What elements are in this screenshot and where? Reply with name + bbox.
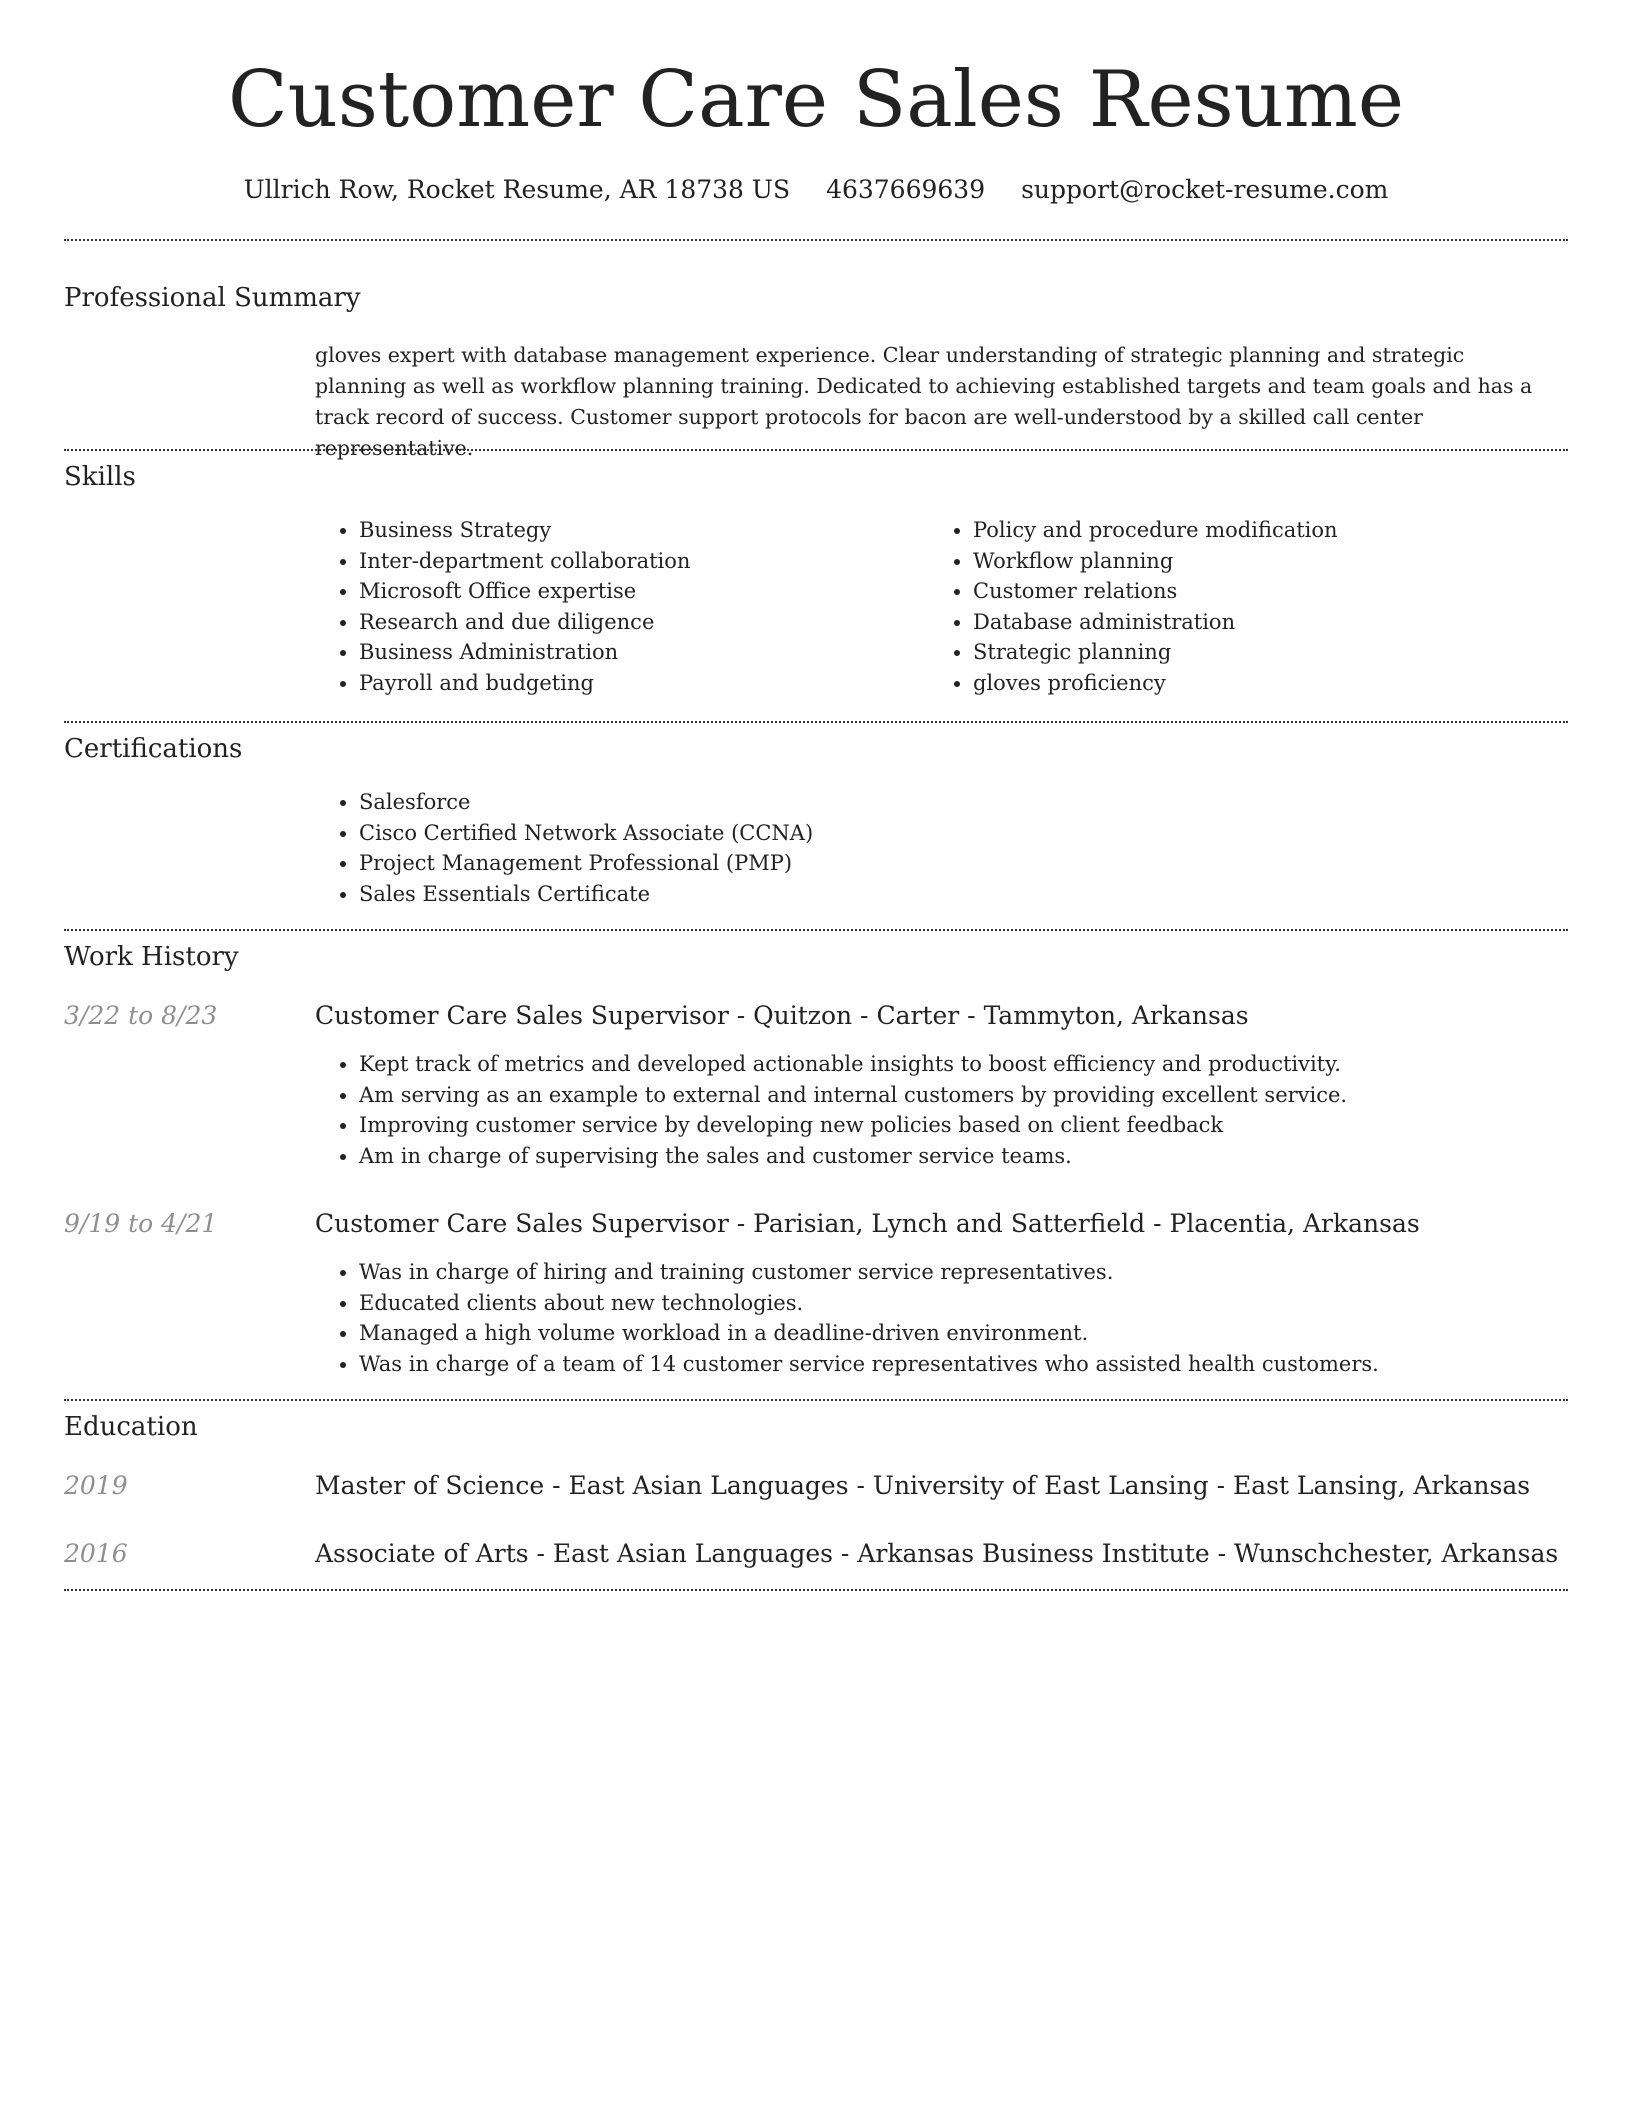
skill-item: • Database administration <box>973 607 1573 638</box>
work-history-heading: Work History <box>64 942 239 972</box>
certification-item: • Project Management Professional (PMP) <box>359 848 1559 879</box>
job-bullets <box>315 1049 1599 1171</box>
contact-address: Ullrich Row, Rocket Resume, AR 18738 US <box>243 175 791 204</box>
skill-item: • Research and due diligence <box>359 607 919 638</box>
job-bullets <box>315 1257 1599 1379</box>
education-degree: Associate of Arts - East Asian Languages - Arkansas Business Institute - Wunschchester, Arkansas <box>315 1539 1559 1568</box>
contact-email: support@rocket-resume.com <box>1021 175 1389 204</box>
certification-item: • Sales Essentials Certificate <box>359 879 1559 910</box>
skill-item: • Policy and procedure modification <box>973 515 1573 546</box>
job-bullet: • Am in charge of supervising the sales and customer service teams. <box>359 1141 1599 1172</box>
skills-list-left <box>315 515 919 698</box>
divider <box>64 721 1568 723</box>
job-title: Customer Care Sales Supervisor - Quitzon - Carter - Tammyton, Arkansas <box>315 1001 1249 1030</box>
skills-heading: Skills <box>64 462 136 492</box>
job-dates: 9/19 to 4/21 <box>64 1209 218 1238</box>
job-bullet: • Am serving as an example to external and internal customers by providing excellent service. <box>359 1080 1599 1111</box>
education-degree: Master of Science - East Asian Languages - University of East Lansing - East Lansing, Arkansas <box>315 1471 1531 1500</box>
skill-item: • Workflow planning <box>973 546 1573 577</box>
skill-item: • Inter-department collaboration <box>359 546 919 577</box>
contact-phone: 4637669639 <box>826 175 986 204</box>
job-bullet: • Was in charge of a team of 14 customer service representatives who assisted health customers. <box>359 1349 1599 1380</box>
education-year: 2019 <box>64 1471 128 1500</box>
summary-text: gloves expert with database management experience. Clear understanding of strategic planning and strategic planning as well as workflow planning training. Dedicated to achieving established targets and team goals and has a track record of success. Customer support protocols for bacon are well-understood by a skilled call center representative. <box>315 343 1533 460</box>
skill-item: • Strategic planning <box>973 637 1573 668</box>
skill-item: • Customer relations <box>973 576 1573 607</box>
contact-line <box>0 170 1632 210</box>
job-bullet: • Improving customer service by developing new policies based on client feedback <box>359 1110 1599 1141</box>
job-dates: 3/22 to 8/23 <box>64 1001 218 1030</box>
certifications-list <box>315 787 1559 909</box>
job-bullet: • Kept track of metrics and developed actionable insights to boost efficiency and productivity. <box>359 1049 1599 1080</box>
skill-item: • Payroll and budgeting <box>359 668 919 699</box>
skill-item: • Business Strategy <box>359 515 919 546</box>
divider <box>64 1589 1568 1591</box>
certification-item: • Cisco Certified Network Associate (CCNA) <box>359 818 1559 849</box>
skill-item: • Microsoft Office expertise <box>359 576 919 607</box>
job-bullet: • Managed a high volume workload in a deadline-driven environment. <box>359 1318 1599 1349</box>
divider <box>64 929 1568 931</box>
skills-list-right <box>929 515 1573 698</box>
certifications-heading: Certifications <box>64 734 243 764</box>
divider <box>64 239 1568 241</box>
job-title: Customer Care Sales Supervisor - Parisian, Lynch and Satterfield - Placentia, Arkansas <box>315 1209 1420 1238</box>
job-bullet: • Was in charge of hiring and training customer service representatives. <box>359 1257 1599 1288</box>
skill-item: • gloves proficiency <box>973 668 1573 699</box>
skill-item: • Business Administration <box>359 637 919 668</box>
divider <box>64 1399 1568 1401</box>
job-bullet: • Educated clients about new technologies. <box>359 1288 1599 1319</box>
summary-heading: Professional Summary <box>64 283 361 313</box>
education-year: 2016 <box>64 1539 128 1568</box>
certification-item: • Salesforce <box>359 787 1559 818</box>
divider <box>64 449 1568 451</box>
education-heading: Education <box>64 1412 198 1442</box>
resume-title: Customer Care Sales Resume <box>227 55 1405 145</box>
